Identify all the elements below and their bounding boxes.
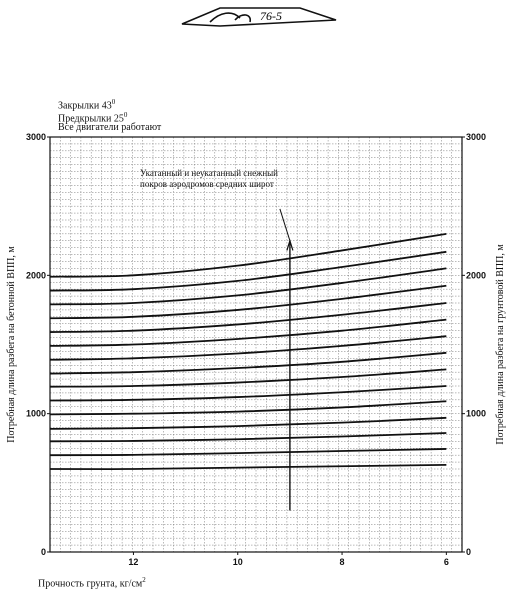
slats-setting: Предкрылки $25^0$ [58, 111, 128, 125]
callout-arrow [280, 209, 293, 511]
y-tick-right: 1000 [466, 408, 487, 419]
y-axis-label-left: Потребная длина разбега на бетонной ВПП, м [6, 246, 17, 443]
x-tick: 10 [232, 557, 243, 567]
callout-leader-line [280, 209, 290, 241]
engines-status: Все двигатели работают [58, 122, 162, 133]
y-tick-left: 1000 [25, 408, 46, 419]
series-line-5 [50, 401, 446, 414]
y-tick-right: 3000 [466, 132, 487, 142]
y-axis-label-right: Потребная длина разбега на грунтовой ВПП, м [495, 244, 506, 445]
series-line-4 [50, 418, 446, 429]
x-tick: 8 [339, 557, 345, 567]
series-line-1 [50, 465, 446, 469]
flaps-setting: Закрылки $43^0$ [58, 98, 116, 112]
series-line-8 [50, 353, 446, 374]
snow-cover-note: Укатанный и неукатанный снежный покров аэродромов средних широт [140, 168, 279, 189]
y-tick-left: 0 [40, 547, 46, 557]
y-tick-left: 2000 [25, 270, 46, 281]
series-line-9 [50, 336, 446, 360]
series-line-2 [50, 449, 446, 455]
y-tick-left: 3000 [25, 132, 46, 142]
series-line-14 [50, 252, 446, 291]
stamp-text: 76-5 [260, 9, 282, 23]
series-line-13 [50, 268, 446, 304]
x-axis-label: Прочность грунта, $кг/см^2$ [38, 576, 146, 590]
y-tick-right: 2000 [466, 270, 487, 281]
x-tick: 12 [128, 557, 139, 567]
x-tick: 6 [443, 557, 449, 567]
y-tick-right: 0 [466, 547, 472, 557]
series-line-6 [50, 386, 446, 401]
series-line-15 [50, 234, 446, 277]
